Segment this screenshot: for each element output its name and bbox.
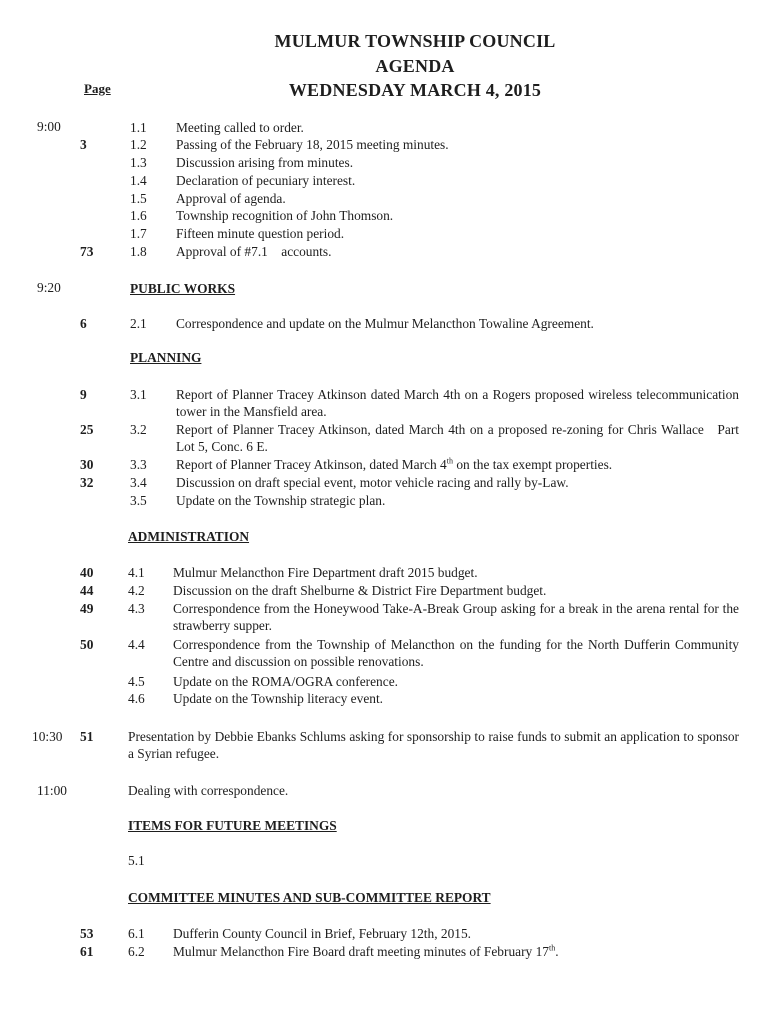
item-text: Passing of the February 18, 2015 meeting minutes. <box>176 137 449 152</box>
heading-future-meetings: ITEMS FOR FUTURE MEETINGS <box>128 818 337 833</box>
time-public-works: 9:20 <box>37 280 61 295</box>
item-text-main: Mulmur Melancthon Fire Board draft meeting minutes of February 17 <box>173 944 549 959</box>
page-ref: 44 <box>80 583 94 598</box>
item-text: Discussion on draft special event, motor vehicle racing and rally by-Law. <box>176 475 569 490</box>
heading-public-works: PUBLIC WORKS <box>130 281 236 296</box>
page-ref: 51 <box>80 729 94 744</box>
item-text: Update on the ROMA/OGRA conference. <box>173 674 398 689</box>
item-number: 2.1 <box>130 316 147 331</box>
item-text-main: Report of Planner Tracey Atkinson, dated March 4 <box>176 457 447 472</box>
item-text: Township recognition of John Thomson. <box>176 208 394 223</box>
page-ref: 25 <box>80 422 94 437</box>
page-ref: 6 <box>80 316 87 331</box>
item-text: Approval of agenda. <box>176 191 286 206</box>
item-number: 3.4 <box>130 475 147 490</box>
meeting-date-title: WEDNESDAY MARCH 4, 2015 <box>288 80 542 100</box>
item-text: Update on the Township strategic plan. <box>176 493 386 508</box>
item-text: Approval of #7.1 accounts. <box>176 244 332 259</box>
page-column-label: Page <box>84 81 111 96</box>
item-number: 3.5 <box>130 493 147 508</box>
item-text: Mulmur Melancthon Fire Department draft 2015 budget. <box>173 565 478 580</box>
item-number: 1.3 <box>130 155 147 170</box>
item-text: Fifteen minute question period. <box>176 226 345 241</box>
agenda-title: AGENDA <box>375 56 455 76</box>
council-title: MULMUR TOWNSHIP COUNCIL <box>274 31 556 51</box>
page-ref: 61 <box>80 944 94 959</box>
item-number: 4.4 <box>128 637 145 652</box>
item-text-rest: on the tax exempt properties. <box>452 457 613 472</box>
item-text: Discussion arising from minutes. <box>176 155 354 170</box>
heading-committee: COMMITTEE MINUTES AND SUB-COMMITTEE REPORT <box>128 890 491 905</box>
item-number: 1.2 <box>130 137 147 152</box>
item-text <box>176 456 739 473</box>
item-number: 6.1 <box>128 926 145 941</box>
item-number: 3.1 <box>130 387 147 402</box>
page-ref: 53 <box>80 926 94 941</box>
item-number: 1.6 <box>130 208 147 223</box>
page-ref: 50 <box>80 637 94 652</box>
item-text: Meeting called to order. <box>176 120 304 135</box>
page-ref: 32 <box>80 475 94 490</box>
item-number: 3.2 <box>130 422 147 437</box>
item-text: Dufferin County Council in Brief, February 12th, 2015. <box>173 926 472 941</box>
item-text: Correspondence from the Honeywood Take-A-Break Group asking for a break in the arena rental for the strawberry supper. <box>173 601 739 633</box>
page-ref: 9 <box>80 387 87 402</box>
item-number: 4.6 <box>128 691 145 706</box>
item-number: 1.7 <box>130 226 147 241</box>
item-text: Report of Planner Tracey Atkinson, dated March 4th on a proposed re-zoning for Chris Wallace Part Lot 5, Conc. 6 E. <box>176 422 743 454</box>
item-number: 1.5 <box>130 191 147 206</box>
item-number: 4.5 <box>128 674 145 689</box>
page-ref: 30 <box>80 457 94 472</box>
item-number: 1.4 <box>130 173 147 188</box>
item-number: 3.3 <box>130 457 147 472</box>
page-ref: 49 <box>80 601 94 616</box>
item-text: Update on the Township literacy event. <box>173 691 384 706</box>
item-text: Discussion on the draft Shelburne & District Fire Department budget. <box>173 583 547 598</box>
item-number: 6.2 <box>128 944 145 959</box>
time-presentation: 10:30 <box>32 729 63 744</box>
item-number: 4.2 <box>128 583 145 598</box>
item-text-rest: . <box>555 944 559 959</box>
item-text: Presentation by Debbie Ebanks Schlums asking for sponsorship to raise funds to submit an application to sponsor a Syrian refugee. <box>128 729 739 761</box>
page-ref: 40 <box>80 565 94 580</box>
time-correspondence: 11:00 <box>37 783 68 798</box>
item-text: Dealing with correspondence. <box>128 783 289 798</box>
heading-administration: ADMINISTRATION <box>128 529 250 544</box>
item-text: Report of Planner Tracey Atkinson dated March 4th on a Rogers proposed wireless telecommunication tower in the Mansfield area. <box>176 387 739 419</box>
page-ref: 3 <box>80 137 87 152</box>
page-ref: 73 <box>80 244 94 259</box>
item-number: 1.1 <box>130 120 147 135</box>
item-text <box>173 943 739 960</box>
item-number: 5.1 <box>128 853 145 868</box>
item-number: 1.8 <box>130 244 147 259</box>
item-text: Correspondence from the Township of Melancthon on the funding for the North Dufferin Community Centre and discussion on possible renovations. <box>173 637 739 669</box>
ordinal-suffix: th <box>548 943 556 953</box>
item-text: Declaration of pecuniary interest. <box>176 173 356 188</box>
item-text: Correspondence and update on the Mulmur Melancthon Towaline Agreement. <box>176 316 594 331</box>
time-opening: 9:00 <box>37 119 61 134</box>
ordinal-suffix: th <box>446 456 453 466</box>
heading-planning: PLANNING <box>130 350 202 365</box>
item-number: 4.3 <box>128 601 145 616</box>
item-number: 4.1 <box>128 565 145 580</box>
